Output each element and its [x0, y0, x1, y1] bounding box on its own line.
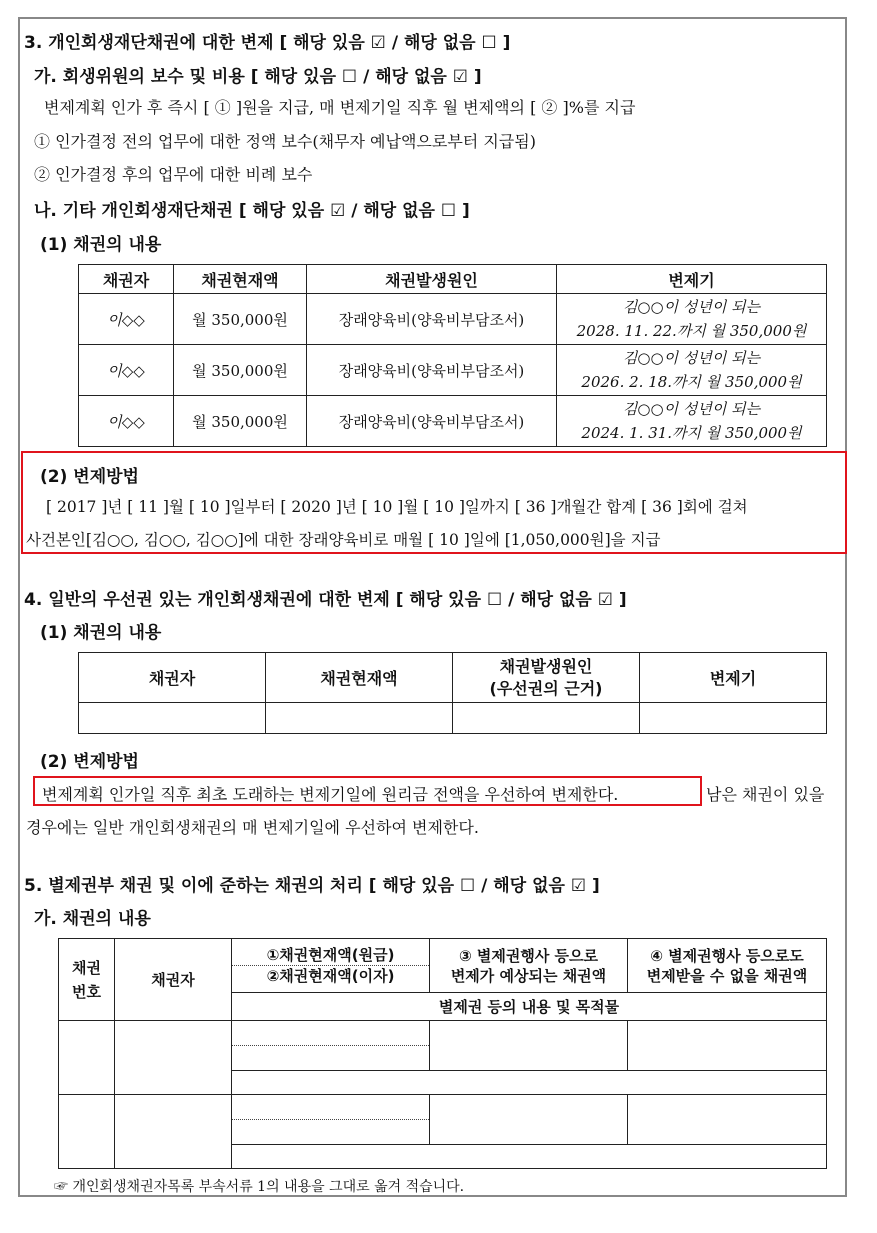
row-cause: 장래양육비(양육비부담조서) [307, 345, 557, 396]
section4-boxed-text: 변제계획 인가일 직후 최초 도래하는 변제기일에 원리금 전액을 우선하여 변제한다. [42, 785, 619, 804]
empty-cell [430, 1021, 628, 1071]
empty-cell [628, 1021, 827, 1071]
empty-cell [266, 703, 453, 734]
section3-sub2-title: (2) 변제방법 [40, 467, 139, 487]
header-content: 별제권 등의 내용 및 목적물 [232, 993, 827, 1021]
row-due-line1: 김○○이 성년이 되는 [622, 349, 761, 367]
header-amount-principal: ①채권현재액(원금) [266, 946, 395, 964]
section5-footnote: ☞ 개인회생채권자목록 부속서류 1의 내용을 그대로 옮겨 적습니다. [54, 1179, 465, 1195]
section3-ga-title: 가. 회생위원의 보수 및 비용 [ 해당 있음 ☐ / 해당 없음 ☑ ] [34, 67, 482, 87]
header-unpaid [628, 939, 827, 993]
header-cause [453, 653, 640, 703]
row-due [557, 294, 827, 345]
empty-cell [640, 703, 827, 734]
section4-title: 4. 일반의 우선권 있는 개인회생채권에 대한 변제 [ 해당 있음 ☐ / 해당 없음 ☑ ] [24, 590, 627, 610]
table-row [59, 1095, 827, 1145]
table-header-row [79, 265, 827, 294]
header-amount-interest: ②채권현재액(이자) [232, 965, 429, 986]
header-creditor: 채권자 [79, 265, 174, 294]
table-row [59, 1021, 827, 1071]
header-creditor: 채권자 [79, 653, 266, 703]
header-expected [430, 939, 628, 993]
row-due-line2: 2028. 11. 22.까지 월 350,000원 [576, 322, 807, 340]
row-amount: 월 350,000원 [174, 294, 307, 345]
section4-sub1-title: (1) 채권의 내용 [40, 623, 162, 643]
empty-cell [115, 1095, 232, 1169]
section3-title: 3. 개인회생재단채권에 대한 변제 [ 해당 있음 ☑ / 해당 없음 ☐ ] [24, 33, 511, 53]
empty-cell [232, 1095, 430, 1145]
section4-line2: 경우에는 일반 개인회생채권의 매 변제기일에 우선하여 변제한다. [26, 818, 479, 837]
empty-cell [232, 1145, 827, 1169]
row-creditor: 이◇◇ [79, 396, 174, 447]
header-unpaid-line2: 변제받을 수 없을 채권액 [646, 966, 808, 985]
table-row [79, 396, 827, 447]
row-amount: 월 350,000원 [174, 396, 307, 447]
empty-line [232, 1021, 429, 1045]
table-header-row [79, 653, 827, 703]
row-due [557, 396, 827, 447]
table-row [79, 703, 827, 734]
empty-cell [79, 703, 266, 734]
row-creditor: 이◇◇ [79, 345, 174, 396]
header-cause-line1: 채권발생원인 [499, 656, 593, 676]
header-due: 변제기 [640, 653, 827, 703]
header-expected-line2: 변제가 예상되는 채권액 [450, 966, 607, 985]
row-cause: 장래양육비(양육비부담조서) [307, 396, 557, 447]
table-row [79, 294, 827, 345]
empty-cell [115, 1021, 232, 1095]
section5-title: 5. 별제권부 채권 및 이에 준하는 채권의 처리 [ 해당 있음 ☐ / 해당 없음 ☑ ] [24, 876, 600, 896]
header-creditor: 채권자 [115, 939, 232, 1021]
header-amount: 채권현재액 [266, 653, 453, 703]
table-header-row [59, 939, 827, 993]
section4-claims-table [78, 652, 827, 734]
header-unpaid-line1: ④ 별제권행사 등으로도 [650, 946, 804, 965]
section3-ga-line2: ① 인가결정 전의 업무에 대한 정액 보수(채무자 예납액으로부터 지급됨) [34, 132, 536, 151]
empty-line [232, 1045, 429, 1070]
empty-cell [59, 1021, 115, 1095]
header-due: 변제기 [557, 265, 827, 294]
empty-line [232, 1119, 429, 1144]
empty-cell [430, 1095, 628, 1145]
section4-sub2-title: (2) 변제방법 [40, 752, 139, 772]
row-creditor: 이◇◇ [79, 294, 174, 345]
row-cause: 장래양육비(양육비부담조서) [307, 294, 557, 345]
row-due-line1: 김○○이 성년이 되는 [622, 400, 761, 418]
section3-ga-line1: 변제계획 인가 후 즉시 [ ① ]원을 지급, 매 변제기일 직후 월 변제액의 [ ② ]%를 지급 [44, 98, 636, 117]
section3-na-title: 나. 기타 개인회생재단채권 [ 해당 있음 ☑ / 해당 없음 ☐ ] [34, 201, 470, 221]
header-expected-line1: ③ 별제권행사 등으로 [458, 946, 599, 965]
header-amount: 채권현재액 [174, 265, 307, 294]
section3-sub1-title: (1) 채권의 내용 [40, 235, 162, 255]
empty-cell [232, 1021, 430, 1071]
section5-secured-table [58, 938, 827, 1169]
section3-sub2-line1: [ 2017 ]년 [ 11 ]월 [ 10 ]일부터 [ 2020 ]년 [ 10 ]월 [ 10 ]일까지 [ 36 ]개월간 합계 [ 36 ]회에 걸쳐 [46, 498, 748, 516]
row-due [557, 345, 827, 396]
empty-cell [453, 703, 640, 734]
header-claim-no-line1: 채권 [72, 958, 101, 977]
section3-sub2-line2: 사건본인[김○○, 김○○, 김○○]에 대한 장래양육비로 매월 [ 10 ]일에 [1,050,000원]을 지급 [26, 531, 661, 549]
section4-rest-text: 남은 채권이 있을 [706, 785, 825, 804]
header-amounts [232, 939, 430, 993]
row-amount: 월 350,000원 [174, 345, 307, 396]
empty-cell [628, 1095, 827, 1145]
header-claim-no-line2: 번호 [72, 982, 101, 1001]
row-due-line1: 김○○이 성년이 되는 [622, 298, 761, 316]
empty-cell [232, 1071, 827, 1095]
header-cause-line2: (우선권의 근거) [489, 678, 603, 698]
row-due-line2: 2026. 2. 18.까지 월 350,000원 [581, 373, 802, 391]
section5-ga-title: 가. 채권의 내용 [34, 909, 151, 929]
table-row [79, 345, 827, 396]
empty-cell [59, 1095, 115, 1169]
empty-line [232, 1095, 429, 1119]
row-due-line2: 2024. 1. 31.까지 월 350,000원 [581, 424, 802, 442]
header-cause: 채권발생원인 [307, 265, 557, 294]
section3-ga-line3: ② 인가결정 후의 업무에 대한 비례 보수 [34, 165, 313, 184]
section3-claims-table [78, 264, 827, 447]
header-claim-no [59, 939, 115, 1021]
